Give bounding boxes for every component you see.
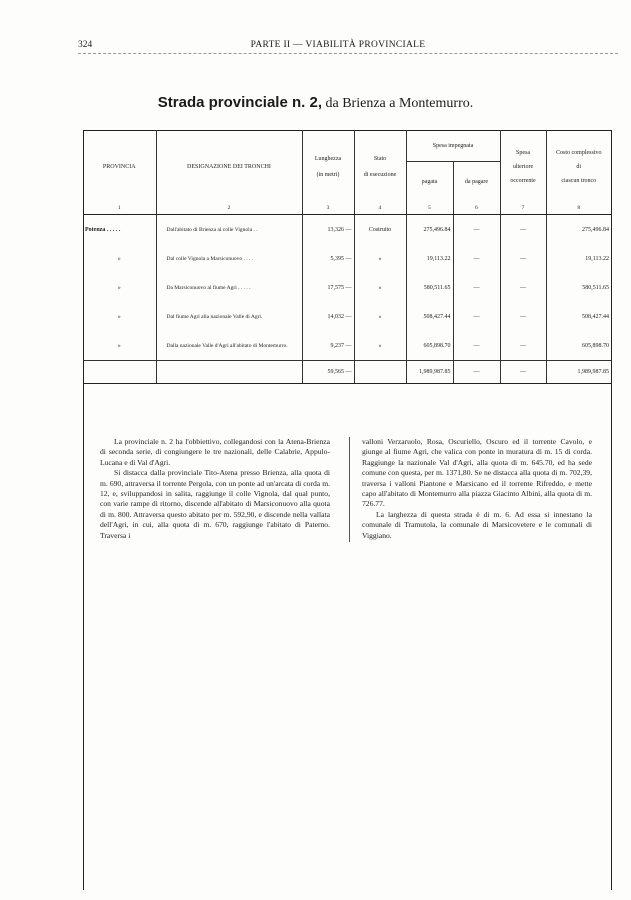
cell-costo: 275,496.84 <box>582 226 609 233</box>
cell-lunghezza: 13,326 — <box>302 215 354 245</box>
cell-designazione: Dal fiume Agri alla nazionale Valle di Agri. <box>156 302 302 331</box>
header-lunghezza <box>302 131 354 203</box>
cell-empty <box>83 361 156 384</box>
header-ulteriore-line3: occorrente <box>510 177 536 184</box>
cell-costo: 508,427.44 <box>582 313 609 320</box>
cell-pagata: 580,511.65 <box>406 273 453 302</box>
cell-designazione: Dall'abitato di Brienza al colle Vignola . . <box>156 215 302 245</box>
header-lunghezza-unit: (in metri) <box>316 171 340 178</box>
cell-da-pagare: — <box>453 302 500 331</box>
cell-provincia: » <box>83 331 156 361</box>
cell-stato: » <box>354 302 406 331</box>
text-column-left <box>100 437 330 541</box>
header-designazione: DESIGNAZIONE DEI TRONCHI <box>156 131 302 203</box>
cell-designazione: Dalla nazionale Valle d'Agri all'abitato di Montemurro. <box>156 331 302 361</box>
table-row <box>83 331 611 361</box>
cell-lunghezza: 9,237 — <box>302 331 354 361</box>
cell-pagata: 275,496.84 <box>406 215 453 245</box>
cell-da-pagare: — <box>453 215 500 245</box>
header-stato <box>354 131 406 203</box>
cell-costo: 19,113.22 <box>585 255 609 262</box>
cell-provincia: Potenza . . . . . <box>83 215 156 245</box>
cell-provincia: » <box>83 244 156 273</box>
table-row <box>83 215 611 245</box>
cell-ulteriore: — <box>500 273 546 302</box>
column-separator <box>349 437 350 542</box>
cell-designazione: Dal colle Vignola a Marsiconuovo . . . . <box>156 244 302 273</box>
col-number: 4 <box>354 202 406 215</box>
col-number: 3 <box>302 202 354 215</box>
cell-lunghezza: 14,032 — <box>302 302 354 331</box>
header-ulteriore-line1: Spesa <box>516 149 530 156</box>
cell-pagata: 19,113.22 <box>406 244 453 273</box>
cell-ulteriore: — <box>500 331 546 361</box>
table-row <box>83 244 611 273</box>
cell-lunghezza: 17,575 — <box>302 273 354 302</box>
header-costo-line3: ciascun tronco <box>561 177 597 184</box>
paragraph: Si distacca dalla provinciale Tito-Atena presso Brienza, alla quota di m. 690, attraversa il torrente Pergola, con un ponte ad un'arcata di corda m. 12, e, sviluppandosi in salita, raggiunge il colle Vignola, dal qual punto, con varie rampe di ritorno, discende all'abitato di Marsiconuovo alla quota di m. 800. Attraversa questo abitato per m. 592,90, e discende nella vallata dell'Agri, in cui, alla quota di m. 670, raggiunge l'abitato di Paterno. Traversa i <box>100 468 330 540</box>
total-lunghezza: 59,565 — <box>302 361 354 384</box>
cell-ulteriore: — <box>500 302 546 331</box>
title-route: da Brienza a Montemurro. <box>325 96 474 111</box>
total-costo: 1,989,987.85 <box>546 361 611 384</box>
table-total-row <box>83 361 611 384</box>
total-da-pagare: — <box>453 361 500 384</box>
cell-lunghezza: 5,395 — <box>302 244 354 273</box>
header-spesa-impegnata: Spesa impegnata <box>406 131 500 162</box>
cell-empty <box>354 361 406 384</box>
cell-da-pagare: — <box>453 273 500 302</box>
table-row <box>83 273 611 302</box>
cell-pagata: 605,898.70 <box>406 331 453 361</box>
table-row <box>83 302 611 331</box>
cell-stato: Costruito <box>354 215 406 245</box>
header-da-pagare: da pagare <box>453 162 500 203</box>
page-title <box>0 94 631 112</box>
cell-provincia: » <box>83 273 156 302</box>
total-ulteriore: — <box>500 361 546 384</box>
header-stato-label: Stato <box>373 155 387 162</box>
total-pagata: 1,989,987.85 <box>406 361 453 384</box>
col-number: 6 <box>453 202 500 215</box>
col-number: 5 <box>406 202 453 215</box>
cell-stato: » <box>354 244 406 273</box>
cell-empty <box>156 361 302 384</box>
road-table <box>83 130 611 384</box>
header-ulteriore-line2: ulteriore <box>512 163 534 170</box>
col-number: 1 <box>83 202 156 215</box>
page-number: 324 <box>78 40 93 50</box>
col-number: 7 <box>500 202 546 215</box>
page-header <box>78 40 598 54</box>
cell-da-pagare: — <box>453 331 500 361</box>
header-rule <box>78 53 618 54</box>
cell-pagata: 508,427.44 <box>406 302 453 331</box>
header-costo <box>546 131 611 203</box>
header-pagata: pagata <box>406 162 453 203</box>
col-number: 2 <box>156 202 302 215</box>
cell-designazione: Da Marsiconuovo al fiume Agri . . . . . <box>156 273 302 302</box>
cell-da-pagare: — <box>453 244 500 273</box>
header-lunghezza-label: Lunghezza <box>314 155 342 162</box>
paragraph: valloni Verzaruolo, Rosa, Oscuriello, Oscuro ed il torrente Cavolo, e giunge al fiume Agri, che valica con ponte in muratura di m. 15 di corda. Raggiunge la nazionale Val d'Agri, alla quota di m. 645.70, ed ha sede comune con questa, per m. 1371,80. Se ne distacca alla quota di m. 702,39, traversa i valloni Piantone e Marsicano ed il torrente Rifreddo, e mette capo all'abitato di Montemurro alla piazza Giacinto Albini, alla quota di m. 726.77. <box>362 437 592 509</box>
cell-ulteriore: — <box>500 244 546 273</box>
paragraph: La provinciale n. 2 ha l'obbiettivo, collegandosi con la Atena-Brienza di seconda serie, di congiungere le tre nazionali, delle Calabrie, Appulo-Lucana e di Val d'Agri. <box>100 437 330 467</box>
header-provincia: PROVINCIA <box>83 131 156 203</box>
title-road-name: Strada provinciale n. 2, <box>157 94 322 111</box>
cell-costo: 605,898.70 <box>582 342 609 349</box>
paragraph: La larghezza di questa strada è di m. 6. Ad essa si innestano la comunale di Tramutola, la comunale di Marsicovetere e le comunali di Viggiano. <box>362 509 592 540</box>
cell-costo: 580,511.65 <box>582 284 609 291</box>
cell-stato: » <box>354 273 406 302</box>
header-costo-line2: di <box>576 163 582 170</box>
text-column-right <box>362 437 592 541</box>
header-spesa-ulteriore <box>500 131 546 203</box>
cell-ulteriore: — <box>500 215 546 245</box>
running-title: PARTE II — VIABILITÀ PROVINCIALE <box>250 40 426 50</box>
header-stato-sub: di esecuzione <box>363 171 397 178</box>
cell-stato: » <box>354 331 406 361</box>
col-number: 8 <box>546 202 611 215</box>
header-costo-line1: Costo complessivo <box>555 149 602 156</box>
cell-provincia: » <box>83 302 156 331</box>
